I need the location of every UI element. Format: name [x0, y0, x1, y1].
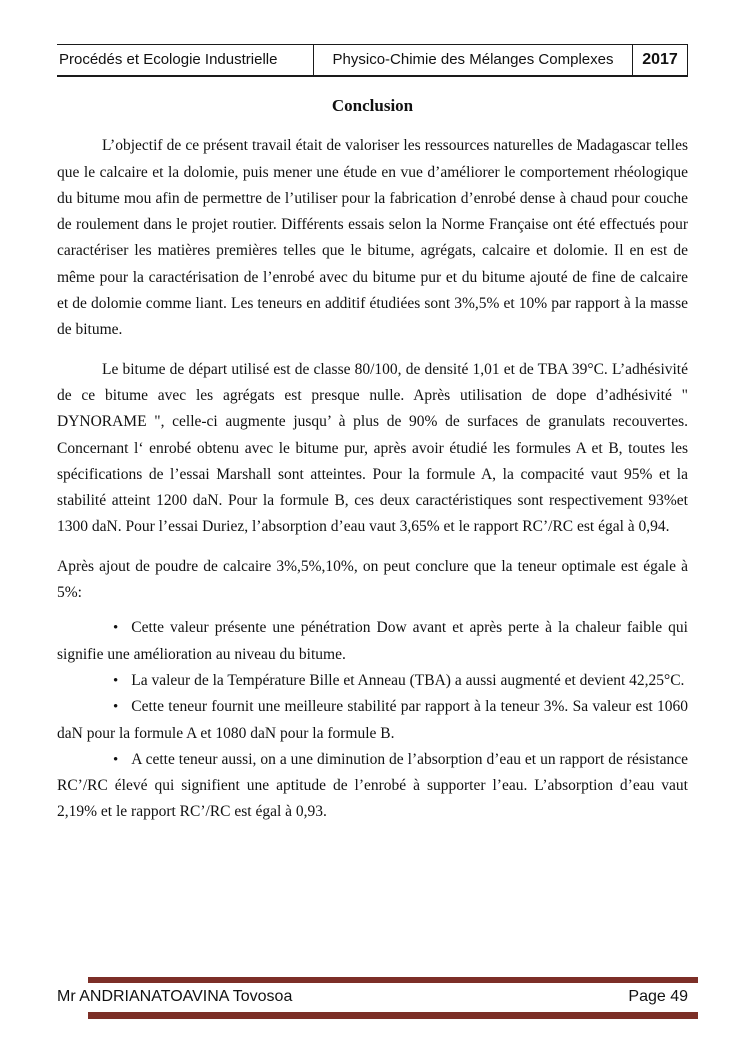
document-body	[57, 93, 688, 826]
section-title: Conclusion	[331, 96, 414, 115]
bullet-icon: •	[113, 699, 119, 716]
header-subject-title: Physico-Chimie des Mélanges Complexes	[313, 45, 632, 75]
list-item-text: A cette teneur aussi, on a une diminution de l’absorption d’eau et un rapport de résistance RC’/RC élevé qui signifient une aptitude de l’enrobé à supporter l’eau. L’absorption d’eau vaut 2,19% et le rapport RC’/RC est égal à 0,93.	[57, 750, 688, 821]
bullet-icon: •	[113, 751, 119, 768]
footer-row	[57, 983, 688, 1012]
list-item	[57, 694, 688, 747]
list-item-text: Cette teneur fournit une meilleure stabilité par rapport à la teneur 3%. Sa valeur est 1060 daN pour la formule A et 1080 daN pour la formule B.	[57, 698, 688, 742]
footer-page-number: Page 49	[628, 988, 688, 1005]
page-header	[57, 44, 688, 77]
list-item	[57, 615, 688, 668]
footer-author: Mr ANDRIANATOAVINA Tovosoa	[57, 988, 293, 1005]
list-item-text: Cette valeur présente une pénétration Dow avant et après perte à la chaleur faible qui signifie une amélioration au niveau du bitume.	[57, 619, 688, 663]
paragraph-optimal-content: Après ajout de poudre de calcaire 3%,5%,10%, on peut conclure que la teneur optimale est égale à 5%:	[57, 557, 688, 602]
bullet-icon: •	[113, 620, 119, 637]
list-item	[57, 668, 688, 694]
header-course-title: Procédés et Ecologie Industrielle	[59, 51, 278, 68]
list-item	[57, 747, 688, 826]
paragraph-bitumen-results: Le bitume de départ utilisé est de classe 80/100, de densité 1,01 et de TBA 39°C. L’adhésivité de ce bitume avec les agrégats est presque nulle. Après utilisation de dope d’adhésivité " DYNORAME ", celle-ci augmente jusqu’ à plus de 90% de surfaces de granulats recouvertes. Concernant l‘ enrobé obtenu avec le bitume pur, après avoir étudié les formules A et B, toutes les spécifications de l’essai Marshall sont atteintes. Pour la formule A, la compacité vaut 95% et la stabilité atteint 1200 daN. Pour la formule B, ces deux caractéristiques sont respectivement 93%et 1300 daN. Pour l’essai Duriez, l’absorption d’eau vaut 3,65% et le rapport RC’/RC est égal à 0,94.	[57, 360, 688, 536]
paragraph-objective: L’objectif de ce présent travail était de valoriser les ressources naturelles de Madagascar telles que le calcaire et la dolomie, puis mener une étude en vue d’améliorer le comportement rhéologique du bitume mou afin de permettre de l’utiliser pour la fabrication d’enrobé dense à chaud pour couche de roulement dans le projet routier. Différents essais selon la Norme Française ont été effectués pour caractériser les matières premières telles que le bitume, agrégats, calcaire et dolomie. Il en est de même pour la caractérisation de l’enrobé avec du bitume pur et du bitume ajouté de fine de calcaire et de dolomie comme liant. Les teneurs en additif étudiées sont 3%,5% et 10% par rapport à la masse de bitume.	[57, 137, 688, 339]
conclusion-bullet-list	[57, 615, 688, 825]
header-year: 2017	[632, 45, 688, 75]
footer-rule-bottom	[88, 1012, 698, 1019]
bullet-icon: •	[113, 672, 119, 689]
list-item-text: La valeur de la Température Bille et Anneau (TBA) a aussi augmenté et devient 42,25°C.	[131, 671, 685, 689]
page-footer	[57, 977, 688, 1019]
